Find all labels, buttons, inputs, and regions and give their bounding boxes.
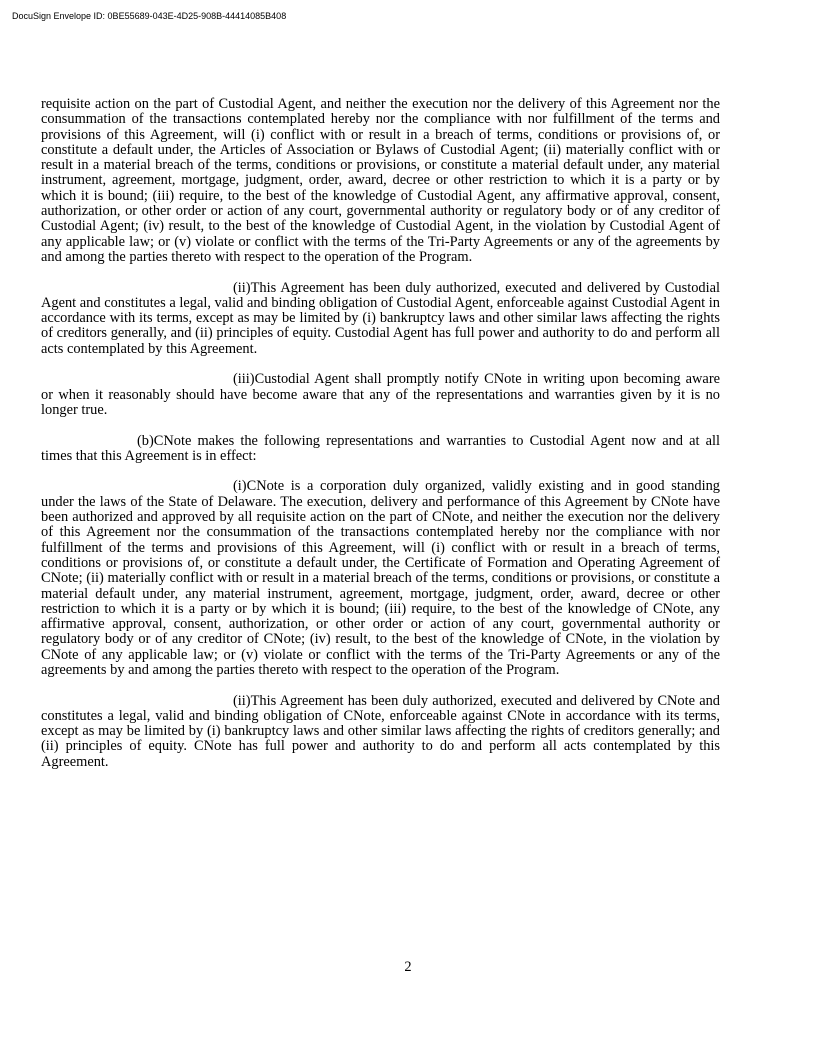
page-number: 2 <box>404 959 412 975</box>
paragraph-label: (ii) <box>233 692 251 709</box>
docusign-envelope-id: DocuSign Envelope ID: 0BE55689-043E-4D25-908B-44414085B408 <box>12 11 287 21</box>
paragraph-text: This Agreement has been duly authorized, executed and delivered by Custodial Agent and constitutes a legal, valid and binding obligation of Custodial Agent, enforceable against Custodial Agent in accordance with its terms, except as may be limited by (i) bankruptcy laws and other similar laws affecting the rights of creditors generally, and (ii) principles of equity. Custodial Agent has full power and authority to do and perform all acts contemplated by this Agreement. <box>41 279 720 357</box>
paragraph-label: (i) <box>233 478 247 495</box>
paragraph-text: This Agreement has been duly authorized, executed and delivered by CNote and constitutes a legal, valid and binding obligation of CNote, enforceable against CNote in accordance with its terms, except as may be limited by (i) bankruptcy laws and other similar laws affecting the rights of creditors generally; and (ii) principles of equity. CNote has full power and authority to do and perform all acts contemplated by this Agreement. <box>41 692 720 770</box>
paragraph-cnote-b <box>41 434 720 465</box>
paragraph-text: CNote makes the following representations and warranties to Custodial Agent now and at all times that this Agreement is in effect: <box>41 432 720 464</box>
paragraph-text: requisite action on the part of Custodial Agent, and neither the execution nor the delivery of this Agreement nor the consummation of the transactions contemplated hereby nor the compliance with nor fulfillment of the terms and provisions of this Agreement, will (i) conflict with or result in a breach of terms, conditions or provisions of, or constitute a default under, the Articles of Association or Bylaws of Custodial Agent; (ii) materially conflict with or result in a material breach of the terms, conditions or provisions, or constitute a material default under, any material instrument, agreement, mortgage, judgment, order, award, decree or other restriction to which it is a party or by which it is bound; (iii) require, to the best of the knowledge of Custodial Agent, any affirmative approval, consent, authorization, or other order or action of any court, governmental authority or regulatory body or of any creditor of Custodial Agent; (iv) result, to the best of the knowledge of Custodial Agent, in the violation by Custodial Agent of any applicable law; or (v) violate or conflict with the terms of the Tri-Party Agreements or any of the agreements by and among the parties thereto with respect to the operation of the Program. <box>41 96 720 265</box>
paragraph-cnote-i <box>41 479 720 678</box>
document-body <box>41 97 720 785</box>
paragraph-custodial-ii <box>41 281 720 357</box>
paragraph-custodial-iii <box>41 372 720 418</box>
paragraph-cnote-ii <box>41 694 720 770</box>
paragraph-continuation <box>41 97 720 265</box>
paragraph-text: Custodial Agent shall promptly notify CNote in writing upon becoming aware or when it reasonably should have become aware that any of the representations and warranties given by it is no longer true. <box>41 371 720 418</box>
paragraph-label: (b) <box>137 432 154 449</box>
paragraph-label: (iii) <box>233 371 255 388</box>
paragraph-text: CNote is a corporation duly organized, validly existing and in good standing under the laws of the State of Delaware. The execution, delivery and performance of this Agreement by CNote have been authorized and approved by all requisite action on the part of CNote, and neither the execution nor the delivery of this Agreement nor the consummation of the transactions contemplated hereby nor the compliance with nor fulfillment of the terms and provisions of this Agreement, will (i) conflict with or result in a breach of terms, conditions or provisions of, or constitute a default under, the Certificate of Formation and Operating Agreement of CNote; (ii) materially conflict with or result in a material breach of the terms, conditions or provisions, or constitute a material default under, any material instrument, agreement, mortgage, judgment, order, award, decree or other restriction to which it is a party or by which it is bound; (iii) require, to the best of the knowledge of CNote, any affirmative approval, consent, authorization, or other order or action of any court, governmental authority or regulatory body or of any creditor of CNote; (iv) result, to the best of the knowledge of CNote, in the violation by CNote of any applicable law; or (v) violate or conflict with the terms of the Tri-Party Agreements or any of the agreements by and among the parties thereto with respect to the operation of the Program. <box>41 478 720 678</box>
paragraph-label: (ii) <box>233 279 251 296</box>
